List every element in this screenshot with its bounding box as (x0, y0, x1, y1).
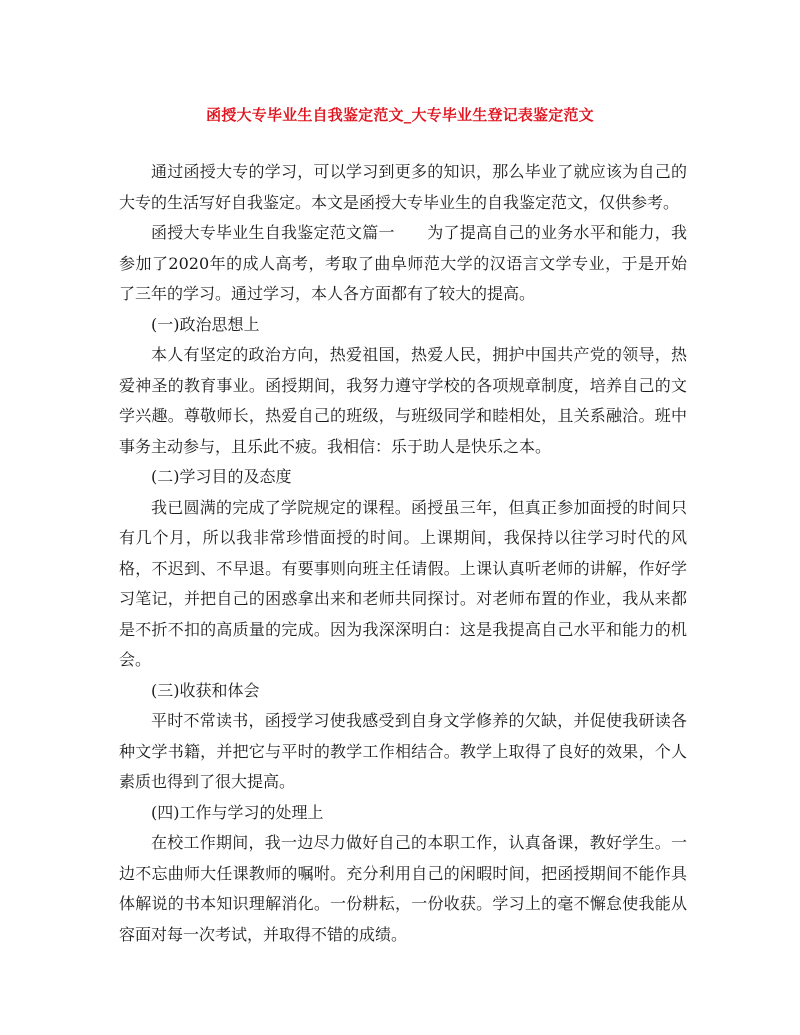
paragraph-work-study: 在校工作期间，我一边尽力做好自己的本职工作，认真备课，教好学生。一边不忘曲师大任课教师的嘱咐。充分利用自己的闲暇时间，把函授期间不能作具体解说的书本知识理解消化。一份耕耘，一份收获。学习上的毫不懈怠使我能从容面对每一次考试，并取得不错的成绩。 (119, 833, 687, 944)
document-body (119, 157, 687, 950)
paragraph-sample-one: 函授大专毕业生自我鉴定范文篇一 为了提高自己的业务水平和能力，我参加了2020年的成人高考，考取了曲阜师范大学的汉语言文学专业，于是开始了三年的学习。通过学习，本人各方面都有了较大的提高。 (119, 223, 687, 303)
paragraph-intro: 通过函授大专的学习，可以学习到更多的知识，那么毕业了就应该为自己的大专的生活写好自我鉴定。本文是函授大专毕业生的自我鉴定范文，仅供参考。 (119, 162, 687, 212)
section-heading-gains: (三)收获和体会 (151, 680, 260, 700)
paragraph-gains: 平时不常读书，函授学习使我感受到自身文学修养的欠缺，并促使我研读各种文学书籍，并把它与平时的教学工作相结合。教学上取得了良好的效果，个人素质也得到了很大提高。 (119, 711, 687, 791)
section-heading-work-study: (四)工作与学习的处理上 (151, 802, 324, 822)
document-title: 函授大专毕业生自我鉴定范文_大专毕业生登记表鉴定范文 (206, 106, 594, 124)
section-heading-study-attitude: (二)学习目的及态度 (151, 467, 292, 486)
paragraph-politics: 本人有坚定的政治方向，热爱祖国，热爱人民，拥护中国共产党的领导，热爱神圣的教育事业。函授期间，我努力遵守学校的各项规章制度，培养自己的文学兴趣。尊敬师长，热爱自己的班级，与班级同学和睦相处，且关系融洽。班中事务主动参与，且乐此不疲。我相信：乐于助人是快乐之本。 (119, 345, 687, 456)
paragraph-study-attitude: 我已圆满的完成了学院规定的课程。函授虽三年，但真正参加面授的时间只有几个月，所以我非常珍惜面授的时间。上课期间，我保持以往学习时代的风格，不迟到、不早退。有要事则向班主任请假。上课认真听老师的讲解，作好学习笔记，并把自己的困惑拿出来和老师共同探讨。对老师布置的作业，我从来都是不折不扣的高质量的完成。因为我深深明白：这是我提高自己水平和能力的机会。 (119, 497, 687, 669)
section-heading-politics: (一)政治思想上 (151, 314, 260, 334)
